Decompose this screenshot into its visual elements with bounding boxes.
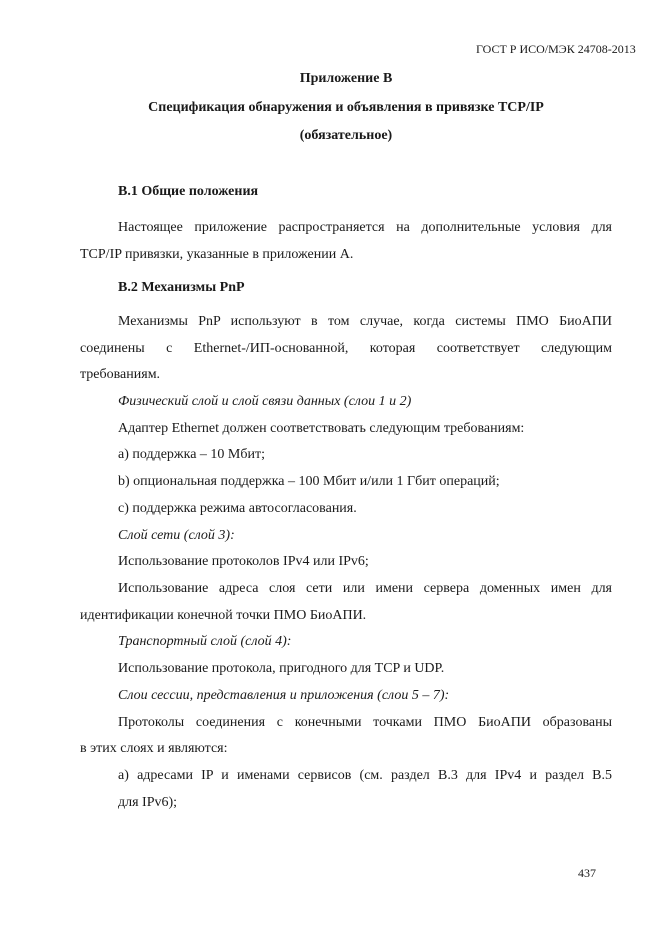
final-item-a-line1: a) адресами IP и именами сервисов (см. раздел В.3 для IPv4 и раздел В.5 <box>118 768 612 783</box>
appendix-name: Спецификация обнаружения и объявления в привязке TCP/IP <box>148 100 544 115</box>
layer4-heading: Транспортный слой (слой 4): <box>118 634 292 649</box>
layer12-heading: Физический слой и слой связи данных (слои 1 и 2) <box>118 394 412 409</box>
page-number: 437 <box>578 866 596 880</box>
appendix-status: (обязательное) <box>299 128 393 143</box>
section-b2-heading: В.2 Механизмы PnP <box>118 280 245 295</box>
list-item-a: a) поддержка – 10 Мбит; <box>118 447 265 462</box>
b1-paragraph-line2: TCP/IP привязки, указанные в приложении А. <box>80 247 354 262</box>
b2-paragraph-line3: требованиям. <box>80 367 161 382</box>
layer3-heading: Слой сети (слой 3): <box>118 528 235 543</box>
ipv-protocols: Использование протоколов IPv4 или IPv6; <box>118 554 369 569</box>
section-b1-heading: В.1 Общие положения <box>118 184 259 199</box>
address-line2: идентификации конечной точки ПМО БиоАПИ. <box>80 608 367 623</box>
list-item-c: c) поддержка режима автосогласования. <box>118 501 357 516</box>
ethernet-requirements: Адаптер Ethernet должен соответствовать следующим требованиям: <box>118 421 525 436</box>
standard-header: ГОСТ Р ИСО/МЭК 24708-2013 <box>476 42 636 56</box>
b2-paragraph-line2: соединены с Ethernet-/ИП-основанной, которая соответствует следующим <box>80 341 612 356</box>
appendix-title: Приложение В <box>299 71 393 86</box>
b2-paragraph-line1: Механизмы PnP используют в том случае, когда системы ПМО БиоАПИ <box>118 314 612 329</box>
list-item-b: b) опциональная поддержка – 100 Мбит и/или 1 Гбит операций; <box>118 474 500 489</box>
protocol-usage: Использование протокола, пригодного для TCP и UDP. <box>118 661 445 676</box>
connection-line1: Протоколы соединения с конечными точками ПМО БиоАПИ образованы <box>118 715 612 730</box>
address-line1: Использование адреса слоя сети или имени сервера доменных имен для <box>118 581 612 596</box>
layer57-heading: Слои сессии, представления и приложения (слои 5 – 7): <box>118 688 450 703</box>
b1-paragraph-line1: Настоящее приложение распространяется на дополнительные условия для <box>118 220 612 235</box>
final-item-a-line2: для IPv6); <box>118 795 178 810</box>
connection-line2: в этих слоях и являются: <box>80 741 228 756</box>
